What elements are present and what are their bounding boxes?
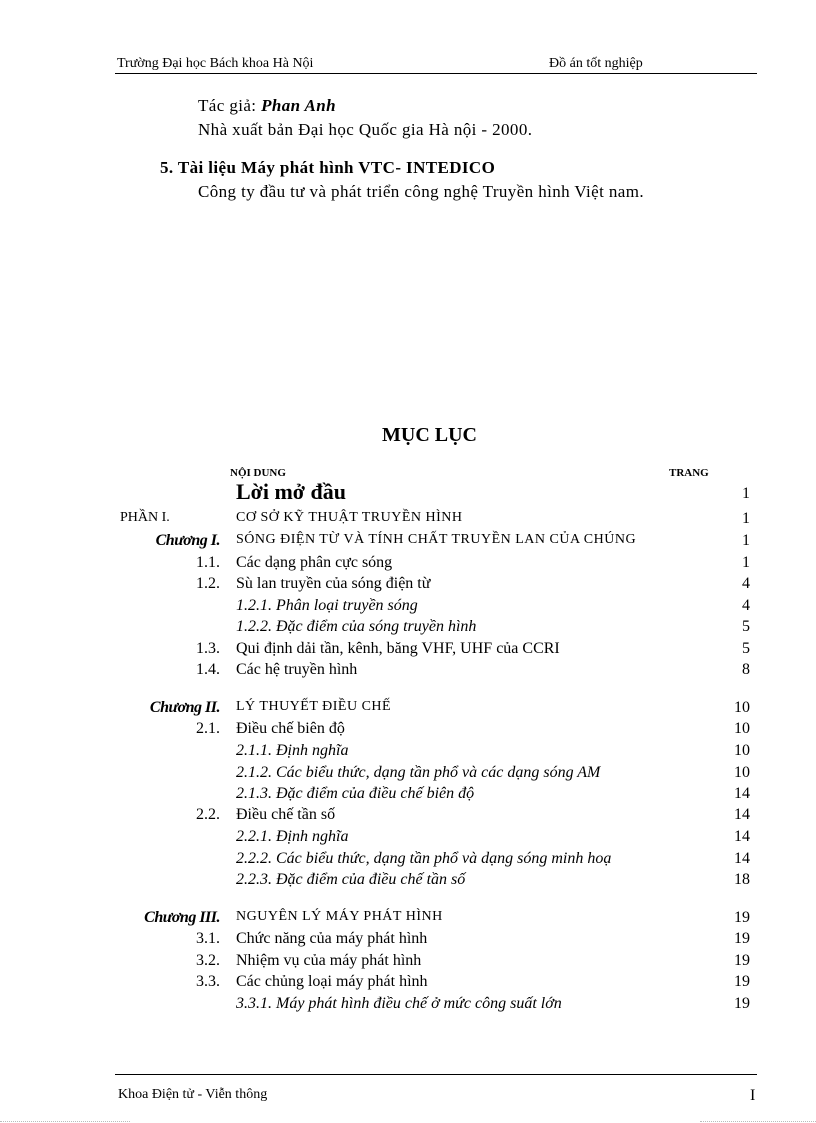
toc-row-page: 14: [734, 828, 750, 845]
toc-row-text: 3.3.1. Máy phát hình điều chế ở mức công suất lớn: [236, 995, 562, 1012]
toc-row: [0, 661, 816, 683]
toc-row-page: 19: [734, 952, 750, 969]
toc-row-text: 1.2.1. Phân loại truyền sóng: [236, 597, 418, 614]
author-line: [198, 96, 336, 116]
toc-row-page: 14: [734, 785, 750, 802]
toc-row-label: PHẦN I.: [120, 510, 170, 525]
toc-row: [0, 785, 816, 807]
header-right: Đồ án tốt nghiệp: [549, 56, 643, 71]
toc-row-page: 1: [742, 532, 750, 549]
reference-5-organization: Công ty đầu tư và phát triển công nghệ Truyền hình Việt nam.: [198, 182, 644, 201]
toc-row-label: 1.3.: [196, 640, 220, 657]
toc-row-label: Chương III.: [144, 909, 220, 926]
toc-row: [0, 554, 816, 576]
toc-row-text: Điều chế tần số: [236, 806, 336, 823]
toc-row-page: 8: [742, 661, 750, 678]
toc-row: [0, 742, 816, 764]
toc-row: [0, 871, 816, 893]
toc-row: [0, 930, 816, 952]
toc-row-text: SÓNG ĐIỆN TỪ VÀ TÍNH CHẤT TRUYỀN LAN CỦA CHÚNG: [236, 532, 637, 547]
toc-column-content: NỘI DUNG: [230, 467, 286, 479]
toc-row: [0, 575, 816, 597]
toc-row-page: 19: [734, 930, 750, 947]
toc-row-page: 5: [742, 618, 750, 635]
footer-page-number: I: [750, 1087, 756, 1104]
toc-row: [0, 909, 816, 931]
toc-row-page: 19: [734, 909, 750, 926]
toc-row: [0, 532, 816, 554]
toc-row-label: 2.2.: [196, 806, 220, 823]
toc-row-page: 1: [742, 510, 750, 527]
toc-row-page: 10: [734, 720, 750, 737]
toc-row-page: 10: [734, 742, 750, 759]
toc-row-text: Chức năng của máy phát hình: [236, 930, 428, 947]
toc-row-page: 14: [734, 806, 750, 823]
toc-row-page: 1: [742, 554, 750, 571]
toc-row-page: 1: [742, 485, 750, 502]
toc-row-text: Các hệ truyền hình: [236, 661, 358, 678]
toc-row: [0, 618, 816, 640]
bottom-dotted-rule-left: [0, 1121, 130, 1122]
toc-row-label: 1.4.: [196, 661, 220, 678]
toc-row-page: 5: [742, 640, 750, 657]
toc-row-label: 3.2.: [196, 952, 220, 969]
toc-row-text: Các chủng loại máy phát hình: [236, 973, 428, 990]
toc-row-label: 1.1.: [196, 554, 220, 571]
toc-row-text: 2.1.2. Các biểu thức, dạng tần phổ và các dạng sóng AM: [236, 764, 601, 781]
toc-row: [0, 720, 816, 742]
toc-row-text: Sù lan truyền của sóng điện từ: [236, 575, 431, 592]
toc-row: [0, 952, 816, 974]
toc-row-label: 2.1.: [196, 720, 220, 737]
toc-row: [0, 850, 816, 872]
toc-row-text: 2.2.1. Định nghĩa: [236, 828, 349, 845]
toc-title: MỤC LỤC: [382, 424, 477, 446]
toc-row-label: Chương I.: [155, 532, 220, 549]
toc-row: [0, 764, 816, 786]
footer-rule: [115, 1074, 757, 1075]
toc-row-page: 19: [734, 973, 750, 990]
author-name: Phan Anh: [261, 96, 336, 115]
toc-row: [0, 597, 816, 619]
toc-row-page: 18: [734, 871, 750, 888]
toc-row-text: CƠ SỞ KỸ THUẬT TRUYỀN HÌNH: [236, 510, 463, 525]
toc-row: [0, 510, 816, 532]
toc-row-label: 3.3.: [196, 973, 220, 990]
toc-row-text: NGUYÊN LÝ MÁY PHÁT HÌNH: [236, 909, 443, 924]
toc-row-text: 2.1.1. Định nghĩa: [236, 742, 349, 759]
toc-row-label: 3.1.: [196, 930, 220, 947]
toc-row-page: 19: [734, 995, 750, 1012]
toc-row-text: 2.1.3. Đặc điểm của điều chế biên độ: [236, 785, 475, 802]
author-label: Tác giả:: [198, 96, 262, 115]
toc-row-text: 2.2.2. Các biểu thức, dạng tần phổ và dạng sóng minh hoạ: [236, 850, 612, 867]
toc-row-page: 14: [734, 850, 750, 867]
toc-row-text: Lời mở đầu: [236, 479, 346, 504]
footer-left: Khoa Điện tử - Viễn thông: [118, 1087, 268, 1102]
header-left: Trường Đại học Bách khoa Hà Nội: [117, 56, 314, 71]
toc-row-text: Qui định dải tần, kênh, băng VHF, UHF của CCRI: [236, 640, 560, 657]
toc-row: [0, 828, 816, 850]
header-rule: [115, 73, 757, 74]
toc-row-text: Nhiệm vụ của máy phát hình: [236, 952, 422, 969]
toc-row-page: 4: [742, 575, 750, 592]
reference-5-title: 5. Tài liệu Máy phát hình VTC- INTEDICO: [160, 158, 496, 177]
toc-row: [0, 699, 816, 721]
publisher-line: Nhà xuất bản Đại học Quốc gia Hà nội - 2000.: [198, 120, 533, 139]
toc-row-label: 1.2.: [196, 575, 220, 592]
toc-row-page: 10: [734, 699, 750, 716]
toc-row: [0, 640, 816, 662]
toc-row: [0, 479, 816, 507]
toc-row-label: Chương II.: [149, 699, 220, 716]
toc-row-text: 2.2.3. Đặc điểm của điều chế tần số: [236, 871, 466, 888]
toc-row-page: 10: [734, 764, 750, 781]
toc-row-page: 4: [742, 597, 750, 614]
toc-row: [0, 806, 816, 828]
toc-row-text: LÝ THUYẾT ĐIỀU CHẾ: [236, 699, 392, 714]
toc-column-page: TRANG: [669, 467, 709, 479]
toc-row-text: Điều chế biên độ: [236, 720, 345, 737]
toc-row: [0, 973, 816, 995]
toc-row: [0, 995, 816, 1017]
bottom-dotted-rule-right: [700, 1121, 816, 1122]
toc-row-text: Các dạng phân cực sóng: [236, 554, 393, 571]
toc-row-text: 1.2.2. Đặc điểm của sóng truyền hình: [236, 618, 477, 635]
